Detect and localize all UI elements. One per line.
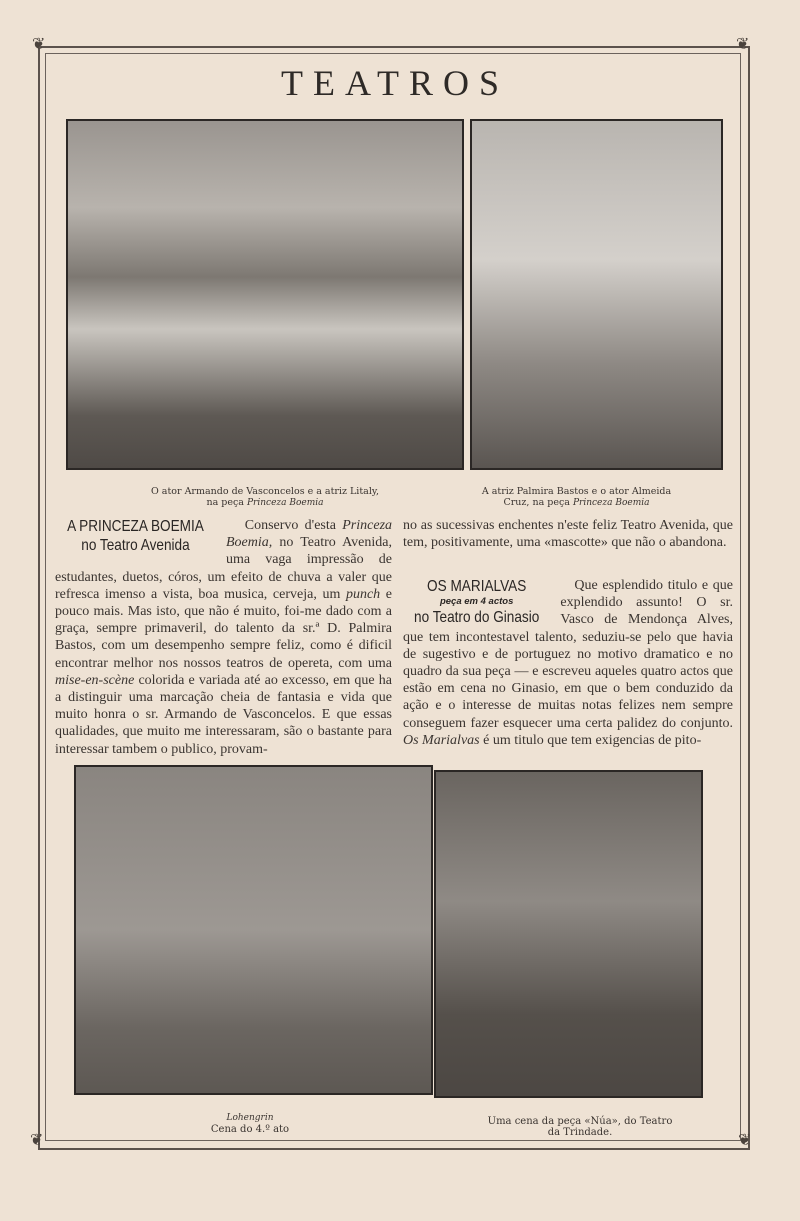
photo-princeza-boemia-2 bbox=[470, 119, 723, 470]
corner-ornament-icon: ❦ bbox=[736, 34, 750, 53]
article-heading bbox=[55, 517, 216, 555]
corner-ornament-icon: ❦ bbox=[32, 34, 46, 53]
article-body: Conservo d'esta Princeza Boemia, no Teatro Avenida, uma vaga impressão de estudantes, duetos, córos, um efeito de chuva a valer que refresca imenso a vista, boa musica, cerveja, um punch e pouco mais. Mas isto, que não é muito, foi-me dado com a graça, sempre primaveril, do talento da sr.ª D. Palmira Bastos, com um desempenho sempre feliz, como é dificil encontrar melhor nos nossos teatros de opereta, com uma mise-en-scène colorida e variada até ao excesso, em que ha a distinguir uma marcação cheia de fantasia e vida que muito honra o sr. Armando de Vasconcelos. E que essas qualidades, que muito me interessaram, são o bastante para interessar tambem o publico, provam- bbox=[55, 518, 393, 757]
corner-ornament-icon: ❦ bbox=[738, 1130, 752, 1149]
corner-ornament-icon: ❦ bbox=[30, 1130, 44, 1149]
caption-line: Cena do 4.º ato bbox=[210, 1124, 290, 1135]
caption-line: na peça bbox=[206, 497, 247, 508]
caption-italic: Lohengrin bbox=[226, 1113, 274, 1123]
photo-caption bbox=[450, 486, 703, 509]
photo-caption bbox=[66, 486, 464, 509]
heading-venue: no Teatro Avenida bbox=[81, 537, 190, 554]
caption-line: da Trindade. bbox=[547, 1127, 613, 1138]
article-body: Que esplendido titulo e que explendido assunto! O sr. Vasco de Mendonça Alves, que tem incontestavel talento, seduziu-se pelo que havia de sugestivo e de portuguez no motivo dramatico e no quadro da sua peça — e escreveu aqueles quatro actos que estão em cena no Ginasio, em que o bem conduzido da ação e o interesse de muitas notas felizes nem sempre conseguem fazer esquecer uma certa palidez do conjunto. Os Marialvas é um titulo que tem exigencias de pito- bbox=[403, 578, 734, 748]
caption-line: Cruz, na peça bbox=[503, 497, 573, 508]
caption-line: Uma cena da peça «Núa», do Teatro bbox=[487, 1116, 673, 1127]
article-body: no as sucessivas enchentes n'este feliz Teatro Avenida, que tem, positivamente, uma «mascotte» que não o abandona. bbox=[403, 518, 733, 551]
heading-venue: no Teatro do Ginasio bbox=[414, 609, 540, 626]
photo-nua bbox=[434, 770, 703, 1098]
caption-line: O ator Armando de Vasconcelos e a atriz Litaly, bbox=[151, 486, 379, 497]
photo-caption bbox=[150, 1112, 350, 1135]
photo-caption bbox=[460, 1116, 700, 1138]
article-princeza-boemia bbox=[55, 517, 392, 758]
heading-title: A PRINCEZA BOEMIA bbox=[67, 518, 204, 535]
photo-lohengrin bbox=[74, 765, 433, 1095]
article-heading bbox=[403, 577, 550, 627]
caption-italic: Princeza Boemia bbox=[247, 498, 324, 508]
article-continuation bbox=[403, 517, 733, 551]
photo-princeza-boemia-1 bbox=[66, 119, 464, 470]
heading-title: OS MARIALVAS bbox=[427, 578, 527, 595]
heading-subtitle: peça em 4 actos bbox=[439, 596, 514, 607]
caption-line: A atriz Palmira Bastos e o ator Almeida bbox=[481, 486, 672, 497]
page-title: TEATROS bbox=[280, 63, 509, 103]
article-os-marialvas bbox=[403, 577, 733, 749]
caption-italic: Princeza Boemia bbox=[572, 498, 650, 508]
